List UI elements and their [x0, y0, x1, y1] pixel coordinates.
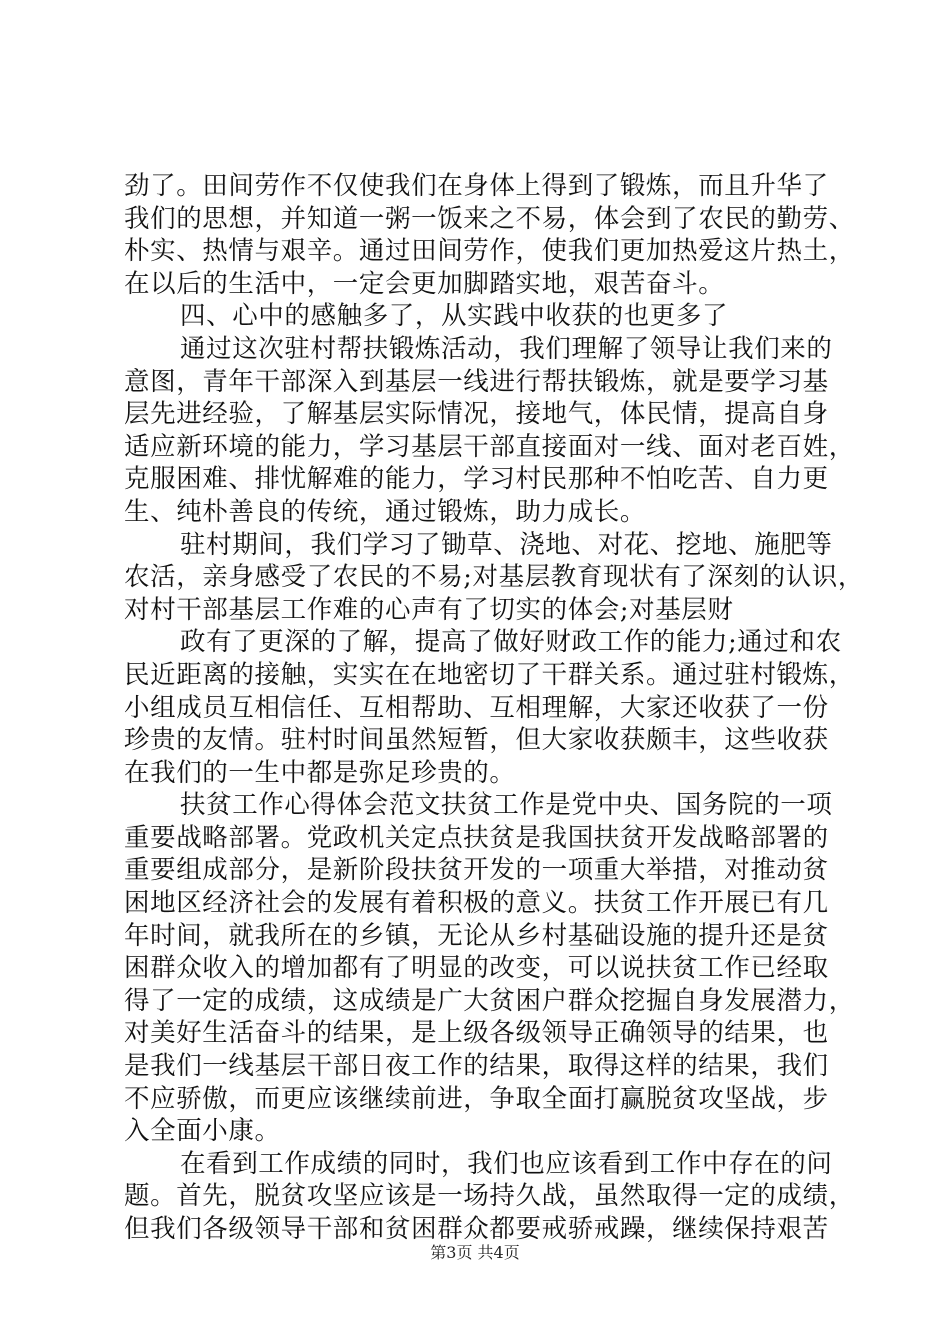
text-line: 困群众收入的增加都有了明显的改变，可以说扶贫工作已经取	[124, 953, 829, 984]
text-line: 年时间，就我所在的乡镇，无论从乡村基础设施的提升还是贫	[124, 920, 829, 951]
text-line: 重要组成部分，是新阶段扶贫开发的一项重大举措，对推动贫	[124, 855, 829, 886]
text-line: 劲了。田间劳作不仅使我们在身体上得到了锻炼，而且升华了	[124, 171, 829, 201]
text-line: 小组成员互相信任、互相帮助、互相理解，大家还收获了一份	[124, 692, 829, 723]
text-line: 对美好生活奋斗的结果，是上级各级领导正确领导的结果，也	[124, 1018, 829, 1049]
text-line: 珍贵的友情。驻村时间虽然短暂，但大家收获颇丰，这些收获	[124, 725, 829, 756]
text-line: 是我们一线基层干部日夜工作的结果，取得这样的结果，我们	[124, 1051, 829, 1082]
text-line: 题。首先，脱贫攻坚应该是一场持久战，虽然取得一定的成绩，	[124, 1181, 855, 1212]
text-line: 在以后的生活中，一定会更加脚踏实地，艰苦奋斗。	[124, 268, 725, 299]
text-line: 农活，亲身感受了农民的不易;对基层教育现状有了深刻的认识，	[124, 562, 864, 593]
text-line: 不应骄傲，而更应该继续前进，争取全面打赢脱贫攻坚战，步	[124, 1083, 829, 1114]
text-line: 但我们各级领导干部和贫困群众都要戒骄戒躁，继续保持艰苦	[124, 1214, 829, 1244]
text-line: 得了一定的成绩，这成绩是广大贫困户群众挖掘自身发展潜力，	[124, 985, 855, 1016]
text-line: 扶贫工作心得体会范文扶贫工作是党中央、国务院的一项	[180, 790, 833, 821]
text-line: 克服困难、排忧解难的能力，学习村民那种不怕吃苦、自力更	[124, 464, 829, 495]
text-line: 我们的思想，并知道一粥一饭来之不易，体会到了农民的勤劳、	[124, 203, 855, 234]
text-line: 四、心中的感触多了，从实践中收获的也更多了	[180, 301, 729, 332]
document-body	[124, 170, 864, 1246]
text-line: 层先进经验，了解基层实际情况，接地气，体民情，提高自身	[124, 399, 829, 430]
text-line: 民近距离的接触，实实在在地密切了干群关系。通过驻村锻炼，	[124, 659, 855, 690]
text-line: 通过这次驻村帮扶锻炼活动，我们理解了领导让我们来的	[180, 333, 833, 364]
text-line: 适应新环境的能力，学习基层干部直接面对一线、面对老百姓，	[124, 431, 855, 462]
text-line: 入全面小康。	[124, 1116, 281, 1147]
text-line: 重要战略部署。党政机关定点扶贫是我国扶贫开发战略部署的	[124, 822, 829, 853]
text-line: 对村干部基层工作难的心声有了切实的体会;对基层财	[124, 594, 734, 625]
text-line: 在看到工作成绩的同时，我们也应该看到工作中存在的问	[180, 1148, 833, 1179]
text-line: 驻村期间，我们学习了锄草、浇地、对花、挖地、施肥等	[180, 529, 833, 560]
text-line: 意图，青年干部深入到基层一线进行帮扶锻炼，就是要学习基	[124, 366, 829, 397]
text-line: 政有了更深的了解，提高了做好财政工作的能力;通过和农	[180, 627, 842, 658]
text-line: 生、纯朴善良的传统，通过锻炼，助力成长。	[124, 496, 647, 527]
text-line: 在我们的一生中都是弥足珍贵的。	[124, 757, 516, 788]
page-footer: 第3页 共4页	[430, 1243, 520, 1262]
text-line: 朴实、热情与艰辛。通过田间劳作，使我们更加热爱这片热土，	[124, 236, 855, 267]
text-line: 困地区经济社会的发展有着积极的意义。扶贫工作开展已有几	[124, 888, 829, 919]
